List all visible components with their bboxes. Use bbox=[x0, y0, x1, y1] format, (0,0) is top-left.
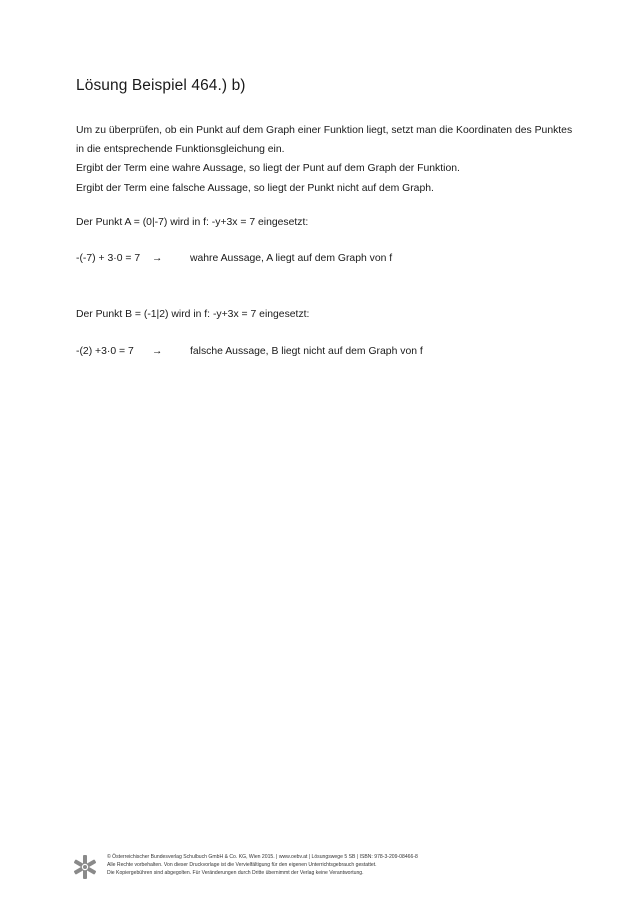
point-b-result: falsche Aussage, B liegt nicht auf dem Graph von f bbox=[190, 346, 423, 357]
intro-line: Ergibt der Term eine wahre Aussage, so liegt der Punt auf dem Graph der Funktion. bbox=[76, 163, 460, 175]
page-title: Lösung Beispiel 464.) b) bbox=[76, 77, 246, 94]
footer-copyright bbox=[107, 853, 418, 878]
footer-line: © Österreichischer Bundesverlag Schulbuch GmbH & Co. KG, Wien 2015. | www.oebv.at | Lösungswege 5 SB | ISBN: 978-3-209-08466-8 bbox=[107, 854, 418, 860]
point-a-statement: Der Punkt A = (0|-7) wird in f: -y+3x = 7 eingesetzt: bbox=[76, 217, 309, 228]
arrow-icon: → bbox=[152, 253, 163, 264]
point-a-expression: -(-7) + 3·0 = 7 bbox=[76, 253, 141, 264]
intro-line: Ergibt der Term eine falsche Aussage, so liegt der Punkt nicht auf dem Graph. bbox=[76, 182, 434, 194]
publisher-star-logo-icon bbox=[72, 854, 98, 880]
point-b-calculation bbox=[76, 345, 576, 359]
arrow-icon: → bbox=[152, 346, 163, 357]
intro-line: Um zu überprüfen, ob ein Punkt auf dem Graph einer Funktion liegt, setzt man die Koordinaten des Punktes in die entsprechende Funktionsgleichung ein. bbox=[76, 125, 573, 156]
intro-paragraph bbox=[76, 121, 576, 198]
point-b-statement: Der Punkt B = (-1|2) wird in f: -y+3x = 7 eingesetzt: bbox=[76, 309, 310, 320]
footer-line: Die Kopiergebühren sind abgegolten. Für Veränderungen durch Dritte übernimmt der Verlag keine Verantwortung. bbox=[107, 870, 364, 877]
page-footer bbox=[72, 852, 572, 882]
footer-line: Alle Rechte vorbehalten. Von dieser Druckvorlage ist die Vervielfältigung für den eigenen Unterrichtsgebrauch gestattet. bbox=[107, 862, 377, 869]
point-b-expression: -(2) +3·0 = 7 bbox=[76, 346, 134, 357]
point-a-result: wahre Aussage, A liegt auf dem Graph von f bbox=[190, 253, 393, 264]
point-a-calculation bbox=[76, 252, 576, 266]
